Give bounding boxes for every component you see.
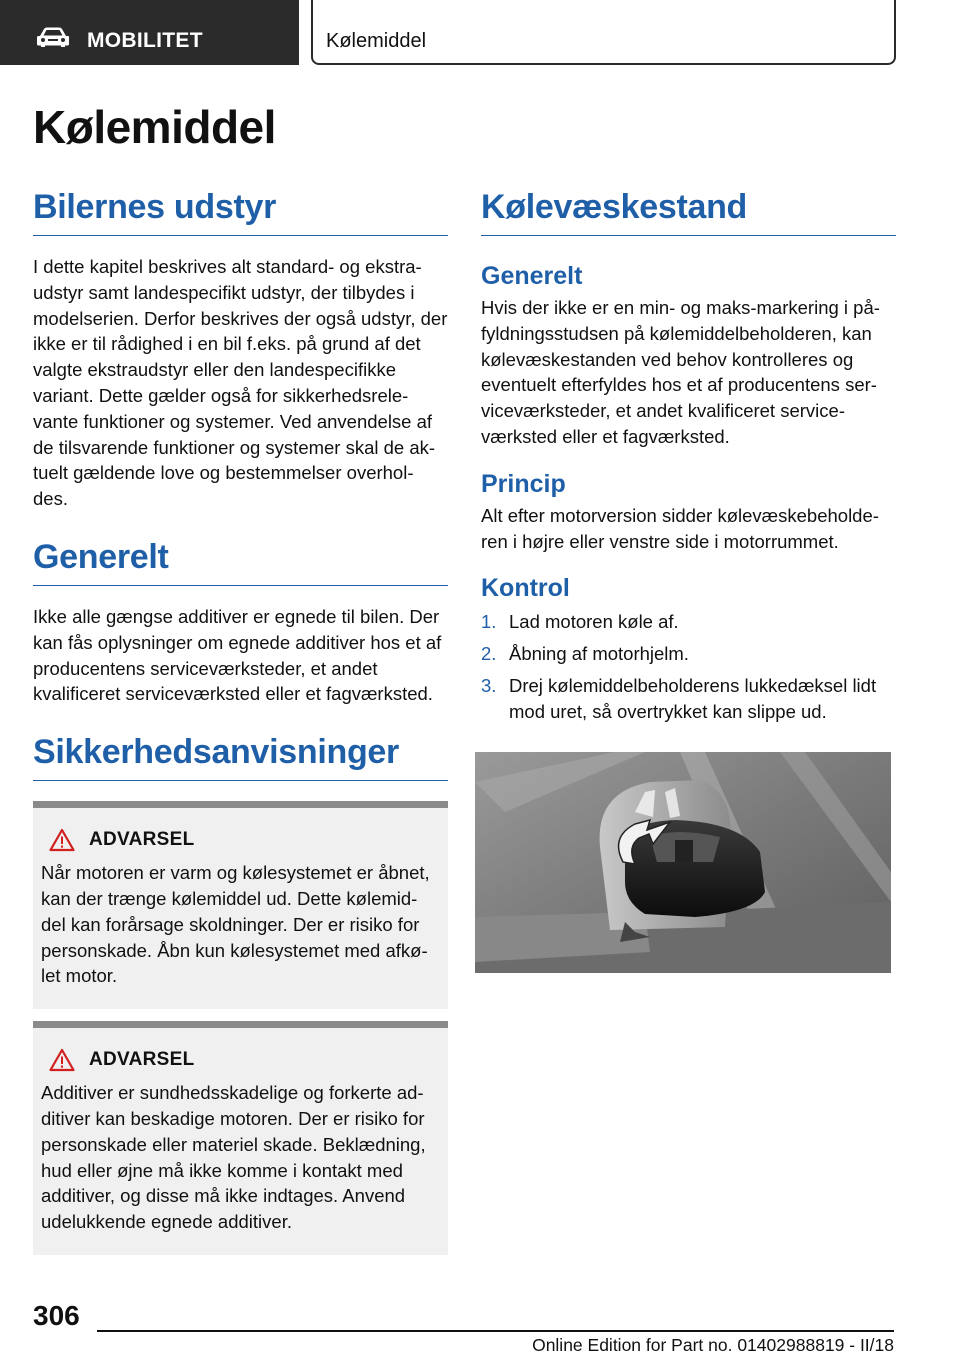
step-number: 2. [481, 643, 497, 665]
check-steps [481, 609, 896, 724]
car-icon [36, 26, 70, 48]
heading-vehicle-equipment: Bilernes udstyr [33, 188, 448, 236]
page-number: 306 [33, 1300, 80, 1331]
principle-text: Alt efter motorversion sidder kølevæskebeholde-ren i højre eller venstre side i motorrummet. [481, 504, 879, 552]
warning-triangle-icon [49, 1048, 75, 1072]
coolant-cap-photo [475, 752, 891, 973]
warning-triangle-icon [49, 828, 75, 852]
header-title: Kølemiddel [326, 30, 427, 52]
step-text: Drej kølemiddelbeholderens lukkedæksel lidt mod uret, så overtrykket kan slippe ud. [509, 674, 877, 722]
heading-coolant-level: Kølevæskestand [481, 188, 896, 236]
subheading-principle: Princip [481, 469, 566, 498]
list-item [481, 641, 896, 667]
page-title: Kølemiddel [33, 101, 276, 153]
warning-label: ADVARSEL [89, 1049, 195, 1071]
warning-text: Når motoren er varm og kølesystemet er åbnet, kan der trænge kølemiddel ud. Dette kølemid-del kan forårsage skoldninger. Der er risiko for personskade. Åbn kun kølesystemet med afkø-let motor. [41, 862, 430, 987]
heading-general: Generelt [33, 538, 448, 586]
left-column [33, 188, 448, 1255]
list-item [481, 673, 896, 725]
list-item [481, 609, 896, 635]
step-number: 3. [481, 674, 497, 696]
step-text: Lad motoren køle af. [509, 611, 679, 633]
vehicle-equipment-text: I dette kapitel beskrives alt standard- og ekstra-udstyr samt landespecifikt udstyr, der tilbydes i modelserien. Derfor beskrives der også udstyr, der ikke er til rådighed i en bil f.eks. på grund af det valgte ekstraudstyr eller den landespecifikke variant. Dette gælder også for sikkerhedsrele-vante funktioner og systemer. Ved anvendelse af de tilsvarende funktioner og systemer skal de ak-tuelt gældende love og bestemmelser overhol-des. [33, 256, 448, 510]
step-text: Åbning af motorhjelm. [509, 643, 689, 665]
warning-text: Additiver er sundhedsskadelige og forkerte ad-ditiver kan beskadige motoren. Der er risiko for personskade eller materiel skade. Beklædning, hud eller øjne må ikke komme i kontakt med additiver, og disse må ikke indtages. Anvend udelukkende egnede additiver. [41, 1082, 426, 1233]
general-text: Ikke alle gængse additiver er egnede til bilen. Der kan fås oplysninger om egnede additiver hos et af producentens serviceværksteder, et andet kvalificeret serviceværksted eller et fagværksted. [33, 605, 442, 705]
section-label: MOBILITET [87, 29, 203, 52]
heading-safety: Sikkerhedsanvisninger [33, 733, 448, 781]
warning-box [33, 1021, 448, 1255]
right-column [481, 188, 896, 731]
coolant-general-text: Hvis der ikke er en min- og maks-markering i på-fyldningsstudsen på kølemiddelbeholderen, kan kølevæskestanden ved behov kontrolleres og eventuelt efterfyldes hos et af producentens ser-viceværksteder, et andet kvalificeret service-værksted eller et fagværksted. [481, 297, 880, 447]
warning-label: ADVARSEL [89, 829, 195, 851]
footer-edition: Online Edition for Part no. 01402988819 - II/18 [532, 1335, 894, 1355]
warning-box [33, 801, 448, 1009]
subheading-general: Generelt [481, 262, 583, 290]
step-number: 1. [481, 611, 497, 633]
subheading-check: Kontrol [481, 574, 570, 603]
footer-divider [97, 1330, 894, 1332]
